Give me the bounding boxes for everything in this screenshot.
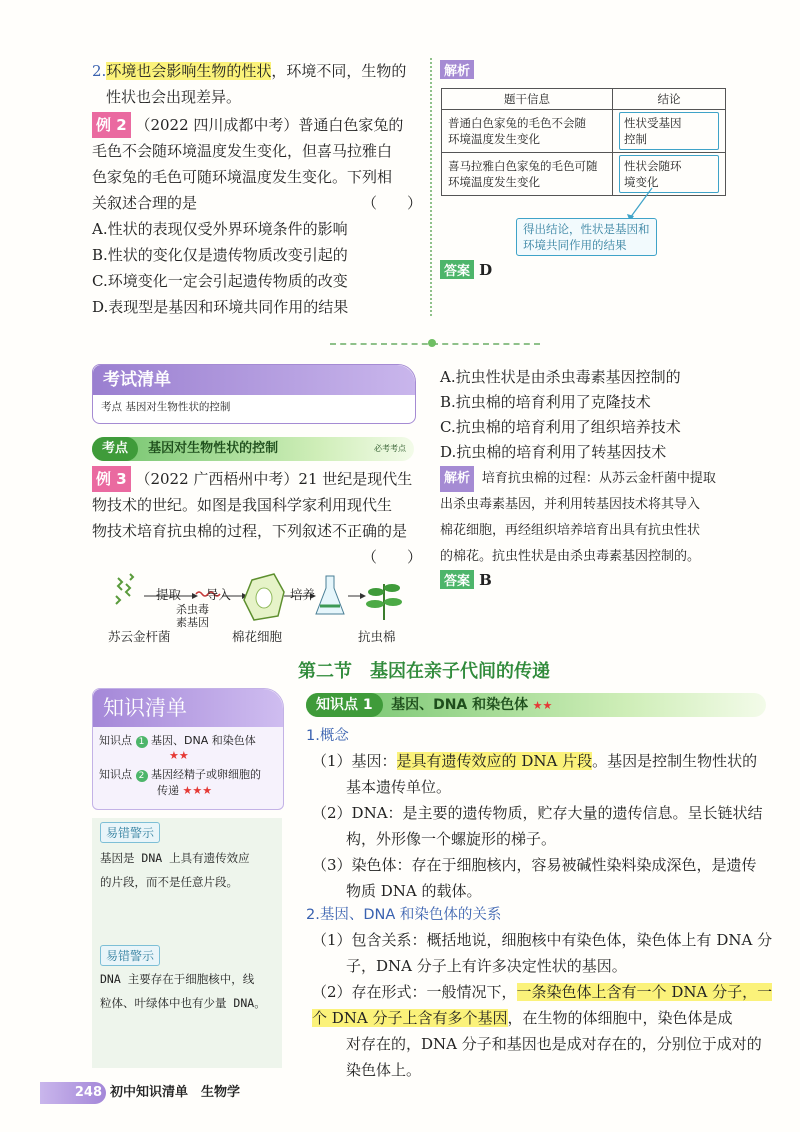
table-row2-info: 喜马拉雅白色家兔的毛色可随 环境温度发生变化: [442, 153, 613, 196]
ex2-text1: （2022 四川成都中考）普通白色家兔的: [135, 116, 404, 134]
summary-box: 得出结论，性状是基因和 环境共同作用的结果: [516, 218, 657, 256]
ex3-line2: 物技术的世纪。如图是我国科学家利用现代生: [92, 496, 393, 514]
ex3-analysis-line4: 的棉花。抗虫性状是由杀虫毒素基因控制的。: [440, 549, 701, 564]
analysis1-table: [441, 88, 726, 196]
ex2-line1: [92, 112, 403, 138]
ex3-line3: 物技术培育抗虫棉的过程，下列叙述不正确的是: [92, 522, 408, 540]
table-header-conclusion: 结论: [613, 89, 726, 110]
kp1-relation2-line2: 个 DNA 分子上含有多个基因，在生物的体细胞中，染色体是成: [312, 1009, 733, 1027]
kp1-relation2-line4: 染色体上。: [346, 1061, 422, 1079]
example2-label: 例 2: [92, 112, 131, 138]
ex3-analysis-line3: 棉花细胞，再经组织培养培育出具有抗虫性状: [440, 523, 701, 538]
answer1: [440, 260, 492, 279]
fig-label-culture: 培养: [290, 587, 316, 602]
kp1-heading-relation: 2.基因、DNA 和染色体的关系: [306, 907, 502, 923]
knowledge-item1: 知识点 1 基因、DNA 和染色体 ★★: [99, 734, 256, 762]
fig-label-extract: 提取: [156, 587, 182, 602]
knowledge-item2: 知识点 2 基因经精子或卵细胞的 传递 ★★★: [99, 768, 261, 797]
analysis1-label: 解析: [440, 60, 474, 79]
ex2-answer-paren: （ ）: [362, 194, 423, 212]
note2-title-wrap: [100, 945, 160, 966]
kp1-title: 基因、DNA 和染色体: [391, 697, 529, 713]
ex2-option-d: D.表现型是基因和环境共同作用的结果: [92, 298, 349, 316]
point2-rest: ，环境不同，生物的: [271, 62, 407, 80]
table-row2-conclusion: 性状会随环 境变化: [613, 153, 726, 196]
kp1-relation2-line3: 对存在的，DNA 分子和基因也是成对存在的，分别位于成对的: [346, 1035, 762, 1053]
kp1-chromosome-line1: （3）染色体：存在于细胞核内，容易被碱性染料染成深色，是遗传: [312, 856, 757, 874]
fig-label-plant: 抗虫棉: [358, 629, 396, 644]
kp1-relation1-line2: 子，DNA 分子上有许多决定性状的基因。: [346, 957, 627, 975]
answer3: [440, 570, 492, 589]
exam-checklist-title: 考试清单: [93, 365, 415, 395]
ex2-line4: 关叙述合理的是: [92, 194, 198, 212]
kp1-heading-concept: 1.概念: [306, 728, 349, 744]
plant-icon: [366, 584, 402, 620]
ex3-line1: [92, 466, 412, 492]
note2-text: DNA 主要存在于细胞核中，线 粒体、叶绿体中也有少量 DNA。: [100, 972, 266, 1010]
note2-title: 易错警示: [100, 945, 160, 966]
table-header-info: 题干信息: [442, 89, 613, 110]
ex3-option-b: B.抗虫棉的培育利用了克隆技术: [440, 393, 651, 411]
ex2-line2: 毛色不会随环境温度发生变化，但喜马拉雅白: [92, 142, 393, 160]
ex3-analysis-line1: 解析 培育抗虫棉的过程：从苏云金杆菌中提取: [440, 466, 716, 492]
kp1-gene-line2: 基本遗传单位。: [346, 778, 452, 796]
knowledge-checklist-title: 知识清单: [93, 689, 283, 727]
kp1-bar: [306, 693, 766, 717]
ex2-option-a: A.性状的表现仅受外界环境条件的影响: [92, 220, 348, 238]
knowledge-item2-stars: ★★★: [182, 784, 213, 797]
kp1-tag: 知识点 1: [306, 693, 383, 717]
kp1-gene-highlight: 是具有遗传效应的 DNA 片段: [396, 752, 593, 770]
example3-label: 例 3: [92, 466, 131, 492]
section-title: 第二节 基因在亲子代间的传递: [298, 661, 550, 682]
column-divider: [430, 58, 432, 316]
answer1-label: 答案: [440, 260, 474, 279]
point2-line2: 性状也会出现差异。: [106, 88, 242, 106]
note1-title-wrap: [100, 822, 160, 843]
fig-label-import: 导入: [206, 587, 232, 602]
note1-text: 基因是 DNA 上具有遗传效应 的片段，而不是任意片段。: [100, 851, 250, 889]
exam-point-bar: [92, 437, 414, 461]
exam-checklist-box: [92, 364, 416, 424]
kp1-gene-line1: （1）基因：是具有遗传效应的 DNA 片段。基因是控制生物性状的: [312, 752, 758, 770]
note1-title: 易错警示: [100, 822, 160, 843]
kp1-relation2-highlight1: 一条染色体上含有一个 DNA 分子，一: [516, 983, 773, 1001]
answer1-value: D: [479, 261, 493, 279]
exam-point-tag: 考点: [92, 437, 138, 461]
table-row1-conclusion: 性状受基因 控制: [613, 110, 726, 153]
knowledge-checklist-box: [92, 688, 284, 810]
exam-checklist-item: 考点 基因对生物性状的控制: [101, 401, 231, 413]
point2-number: 2.: [92, 62, 107, 80]
fig-label-bacteria: 苏云金杆菌: [108, 629, 171, 644]
point2-line1: [92, 58, 406, 84]
flask-icon: [316, 576, 344, 614]
kp1-dna-line2: 构，外形像一个螺旋形的梯子。: [346, 830, 557, 848]
knowledge-item2-badge: 2: [136, 770, 148, 782]
ex3-text1: （2022 广西梧州中考）21 世纪是现代生: [135, 470, 413, 488]
knowledge-item1-badge: 1: [136, 736, 148, 748]
kp1-dna-line1: （2）DNA：是主要的遗传物质，贮存大量的遗传信息。呈长链状结: [312, 804, 763, 822]
ex2-line3: 色家兔的毛色可随环境温度发生变化。下列相: [92, 168, 393, 186]
ex3-option-d: D.抗虫棉的培育利用了转基因技术: [440, 443, 667, 461]
ex3-option-a: A.抗虫性状是由杀虫毒素基因控制的: [440, 368, 681, 386]
bacteria-icon: [116, 574, 133, 604]
table-row1-info: 普通白色家兔的毛色不会随 环境温度发生变化: [442, 110, 613, 153]
analysis3-label: 解析: [440, 466, 474, 492]
footer-book: 初中知识清单 生物学: [110, 1085, 241, 1100]
ex3-answer-paren: （ ）: [362, 548, 423, 566]
kp1-chromosome-line2: 物质 DNA 的载体。: [346, 882, 482, 900]
analysis1-label-wrap: [440, 60, 474, 79]
answer3-label: 答案: [440, 570, 474, 589]
page-number: 248: [40, 1082, 106, 1104]
ex2-option-b: B.性状的变化仅是遗传物质改变引起的: [92, 246, 348, 264]
ex3-analysis-line2: 出杀虫毒素基因，并利用转基因技术将其导入: [440, 497, 701, 512]
kp1-stars: ★★: [532, 699, 553, 712]
kp1-relation1-line1: （1）包含关系：概括地说，细胞核中有染色体，染色体上有 DNA 分: [312, 931, 773, 949]
exam-point-title: 基因对生物性状的控制: [148, 441, 279, 456]
separator-dot: [428, 339, 436, 347]
answer3-value: B: [479, 571, 492, 589]
knowledge-item1-stars: ★★: [169, 749, 189, 762]
fig-label-gene: 杀虫毒 素基因: [176, 603, 209, 629]
fig-label-cell: 棉花细胞: [232, 629, 283, 644]
kp1-relation2-line1: （2）存在形式：一般情况下，一条染色体上含有一个 DNA 分子，一: [312, 983, 773, 1001]
exam-point-badge: 必考考点: [374, 444, 406, 453]
point2-highlight: 环境也会影响生物的性状: [106, 62, 272, 80]
ex2-option-c: C.环境变化一定会引起遗传物质的改变: [92, 272, 348, 290]
ex3-figure: [104, 572, 404, 634]
kp1-relation2-highlight2: 个 DNA 分子上含有多个基因: [312, 1009, 508, 1027]
ex3-option-c: C.抗虫棉的培育利用了组织培养技术: [440, 418, 681, 436]
